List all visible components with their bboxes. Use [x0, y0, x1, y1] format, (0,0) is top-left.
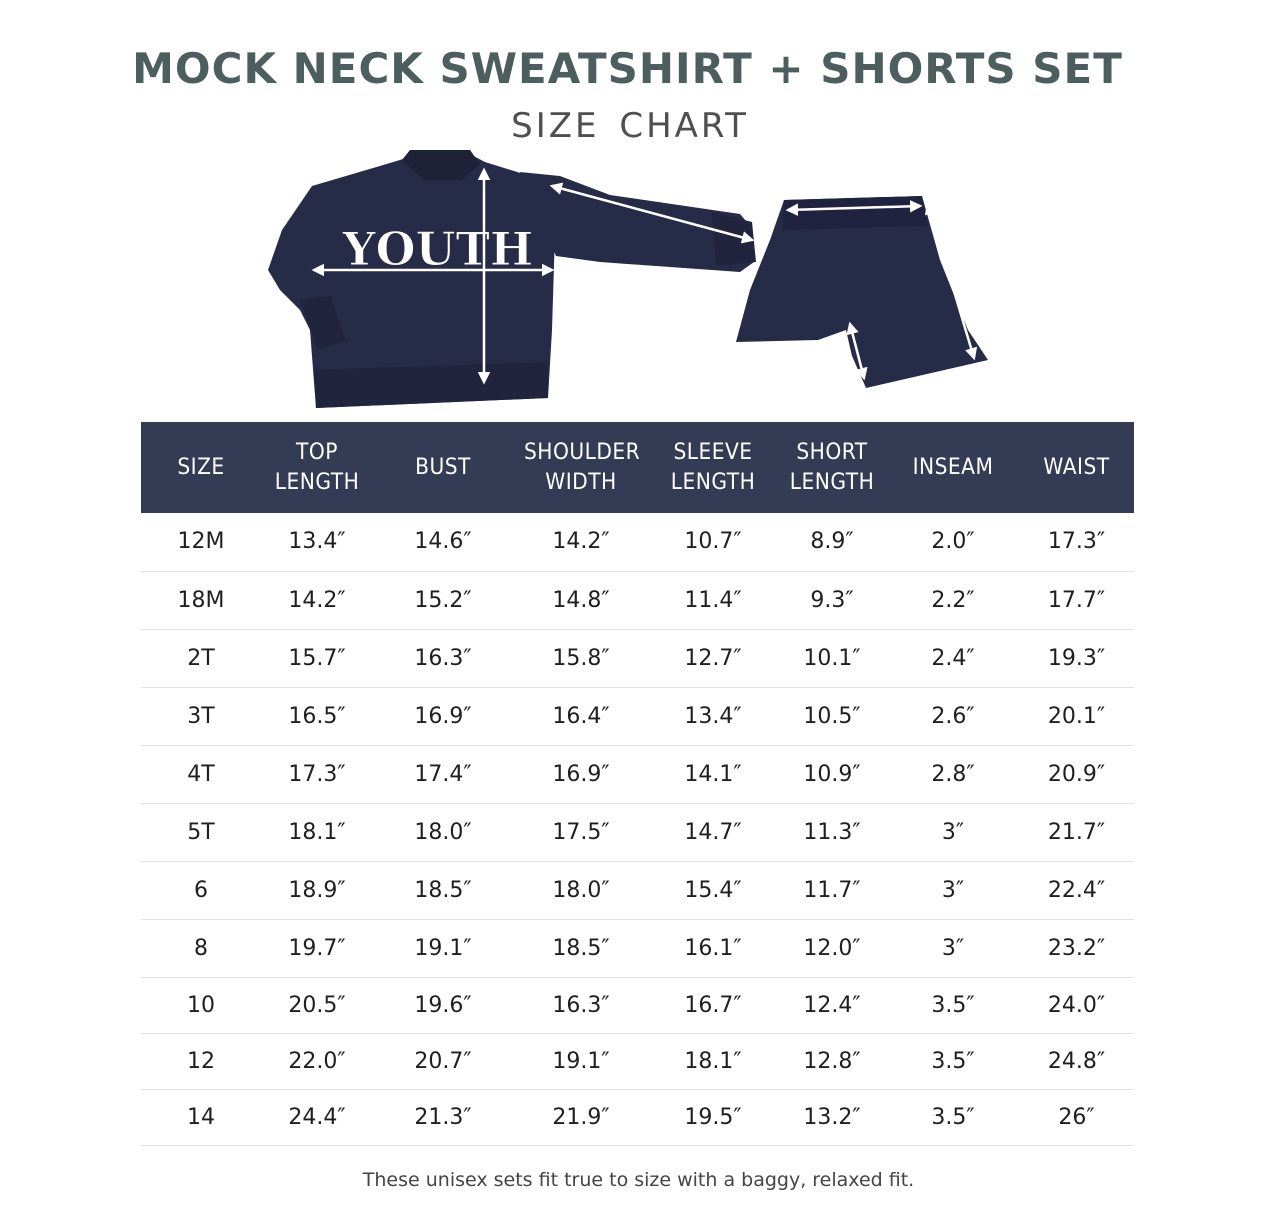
measurement-cell: 19.1″ — [373, 919, 513, 977]
measurement-cell: 12.4″ — [777, 977, 887, 1033]
measurement-cell: 24.8″ — [1019, 1033, 1134, 1089]
measurement-cell: 26″ — [1019, 1089, 1134, 1145]
size-chart-table — [141, 422, 1134, 1146]
table-row — [141, 1089, 1134, 1145]
column-header-line: INSEAM — [912, 454, 994, 480]
column-header-line: BUST — [415, 454, 471, 480]
size-cell: 18M — [141, 571, 261, 629]
measurement-cell: 17.3″ — [1019, 513, 1134, 571]
column-header-line: LENGTH — [789, 469, 875, 495]
column-header-line: TOP — [296, 439, 338, 465]
measurement-cell: 14.6″ — [373, 513, 513, 571]
measurement-cell: 11.7″ — [777, 861, 887, 919]
table-row — [141, 745, 1134, 803]
column-header — [1024, 422, 1130, 513]
size-cell: 10 — [141, 977, 261, 1033]
measurement-cell: 2.8″ — [887, 745, 1019, 803]
measurement-cell: 21.9″ — [513, 1089, 649, 1145]
measurement-cell: 16.3″ — [373, 629, 513, 687]
measurement-cell: 18.1″ — [649, 1033, 777, 1089]
measurement-cell: 22.4″ — [1019, 861, 1134, 919]
measurement-cell: 11.3″ — [777, 803, 887, 861]
table-body — [141, 513, 1134, 1145]
measurement-cell: 21.7″ — [1019, 803, 1134, 861]
measurement-cell: 10.1″ — [777, 629, 887, 687]
measurement-cell: 3.5″ — [887, 1033, 1019, 1089]
measurement-cell: 20.9″ — [1019, 745, 1134, 803]
measurement-cell: 16.9″ — [373, 687, 513, 745]
measurement-cell: 8.9″ — [777, 513, 887, 571]
measurement-cell: 14.8″ — [513, 571, 649, 629]
measurement-cell: 19.7″ — [261, 919, 373, 977]
measurement-cell: 15.8″ — [513, 629, 649, 687]
page-title: MOCK NECK SWEATSHIRT + SHORTS SET — [132, 44, 1123, 93]
size-cell: 3T — [141, 687, 261, 745]
table-header — [141, 422, 1134, 513]
column-header — [146, 422, 256, 513]
column-header-line: SLEEVE — [673, 439, 753, 465]
table-row — [141, 861, 1134, 919]
column-header-line: WAIST — [1043, 454, 1110, 480]
column-header — [265, 422, 368, 513]
measurement-cell: 2.0″ — [887, 513, 1019, 571]
table-row — [141, 513, 1134, 571]
table-row — [141, 687, 1134, 745]
measurement-cell: 2.2″ — [887, 571, 1019, 629]
measurement-cell: 2.6″ — [887, 687, 1019, 745]
column-header-line: SHORT — [796, 439, 868, 465]
measurement-cell: 18.5″ — [373, 861, 513, 919]
measurement-cell: 16.9″ — [513, 745, 649, 803]
measurement-cell: 14.7″ — [649, 803, 777, 861]
column-header-line: SIZE — [177, 454, 225, 480]
table-row — [141, 803, 1134, 861]
measurement-cell: 19.5″ — [649, 1089, 777, 1145]
measurement-cell: 18.0″ — [373, 803, 513, 861]
column-header — [379, 422, 508, 513]
measurement-cell: 10.7″ — [649, 513, 777, 571]
measurement-cell: 3.5″ — [887, 1089, 1019, 1145]
measurement-cell: 18.5″ — [513, 919, 649, 977]
measurement-cell: 15.2″ — [373, 571, 513, 629]
measurement-cell: 14.1″ — [649, 745, 777, 803]
measurement-cell: 18.1″ — [261, 803, 373, 861]
measurement-cell: 16.3″ — [513, 977, 649, 1033]
garment-illustration — [0, 0, 1285, 420]
table-row — [141, 571, 1134, 629]
measurement-cell: 17.7″ — [1019, 571, 1134, 629]
sweatshirt-image — [268, 150, 756, 408]
measurement-cell: 17.3″ — [261, 745, 373, 803]
measurement-cell: 13.4″ — [649, 687, 777, 745]
size-cell: 6 — [141, 861, 261, 919]
size-cell: 12 — [141, 1033, 261, 1089]
measurement-cell: 3″ — [887, 861, 1019, 919]
measurement-cell: 15.7″ — [261, 629, 373, 687]
measurement-cell: 20.5″ — [261, 977, 373, 1033]
shorts-image — [736, 196, 988, 388]
measurement-cell: 12.0″ — [777, 919, 887, 977]
column-header-line: WIDTH — [545, 469, 617, 495]
column-header — [518, 422, 643, 513]
page-subtitle: SIZE CHART — [511, 106, 749, 146]
measurement-cell: 19.6″ — [373, 977, 513, 1033]
table-row — [141, 977, 1134, 1033]
measurement-cell: 23.2″ — [1019, 919, 1134, 977]
measurement-cell: 14.2″ — [261, 571, 373, 629]
measurement-cell: 16.1″ — [649, 919, 777, 977]
measurement-cell: 16.5″ — [261, 687, 373, 745]
measurement-cell: 20.7″ — [373, 1033, 513, 1089]
column-header — [654, 422, 772, 513]
measurement-cell: 9.3″ — [777, 571, 887, 629]
measurement-cell: 14.2″ — [513, 513, 649, 571]
measurement-cell: 13.2″ — [777, 1089, 887, 1145]
measurement-cell: 20.1″ — [1019, 687, 1134, 745]
measurement-cell: 3.5″ — [887, 977, 1019, 1033]
measurement-cell: 17.5″ — [513, 803, 649, 861]
measurement-cell: 11.4″ — [649, 571, 777, 629]
fit-note: These unisex sets fit true to size with a baggy, relaxed fit. — [362, 1169, 915, 1191]
measurement-cell: 10.5″ — [777, 687, 887, 745]
table-row — [141, 1033, 1134, 1089]
size-cell: 2T — [141, 629, 261, 687]
measurement-cell: 3″ — [887, 803, 1019, 861]
size-cell: 8 — [141, 919, 261, 977]
column-header-line: LENGTH — [670, 469, 756, 495]
size-cell: 4T — [141, 745, 261, 803]
measurement-cell: 12.8″ — [777, 1033, 887, 1089]
column-header-line: LENGTH — [274, 469, 360, 495]
measurement-cell: 3″ — [887, 919, 1019, 977]
measurement-cell: 18.0″ — [513, 861, 649, 919]
column-header — [781, 422, 882, 513]
size-cell: 5T — [141, 803, 261, 861]
column-header-line: SHOULDER — [523, 439, 641, 465]
table-row — [141, 919, 1134, 977]
measurement-cell: 12.7″ — [649, 629, 777, 687]
measurement-cell: 22.0″ — [261, 1033, 373, 1089]
measurement-cell: 15.4″ — [649, 861, 777, 919]
size-cell: 12M — [141, 513, 261, 571]
measurement-cell: 17.4″ — [373, 745, 513, 803]
youth-graphic-text: YOUTH — [342, 222, 534, 276]
column-header — [892, 422, 1013, 513]
measurement-cell: 10.9″ — [777, 745, 887, 803]
measurement-cell: 16.7″ — [649, 977, 777, 1033]
measurement-cell: 19.1″ — [513, 1033, 649, 1089]
measurement-cell: 13.4″ — [261, 513, 373, 571]
measurement-cell: 16.4″ — [513, 687, 649, 745]
measurement-cell: 24.4″ — [261, 1089, 373, 1145]
measurement-cell: 21.3″ — [373, 1089, 513, 1145]
measurement-cell: 24.0″ — [1019, 977, 1134, 1033]
measurement-cell: 18.9″ — [261, 861, 373, 919]
table-row — [141, 629, 1134, 687]
measurement-cell: 19.3″ — [1019, 629, 1134, 687]
size-cell: 14 — [141, 1089, 261, 1145]
measurement-cell: 2.4″ — [887, 629, 1019, 687]
